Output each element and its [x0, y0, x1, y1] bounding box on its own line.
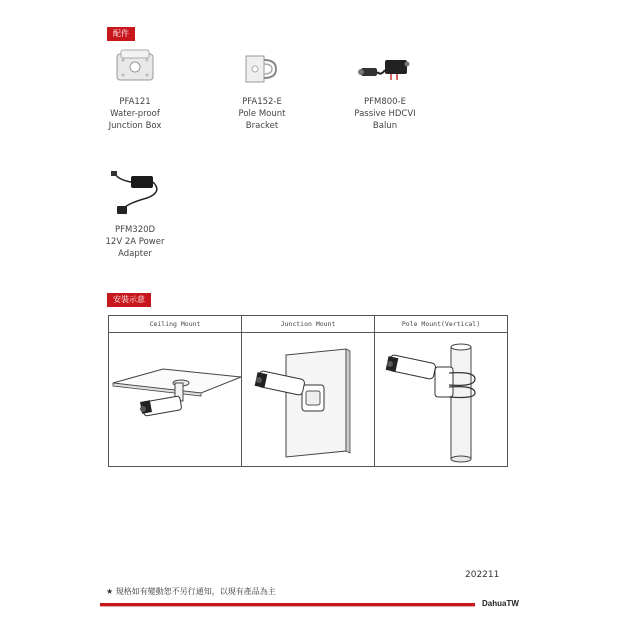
accessory-desc: Balun	[372, 121, 398, 131]
balun-icon	[355, 50, 415, 90]
install-column-header: Ceiling Mount	[109, 316, 241, 333]
accessory-desc: 12V 2A Power	[105, 237, 165, 247]
accessory-pfa121	[80, 44, 190, 132]
accessory-desc: Bracket	[245, 121, 279, 131]
pole-bracket-icon	[242, 50, 282, 90]
accessory-desc: Adapter	[118, 249, 152, 259]
accessory-desc: Water-proof	[110, 109, 160, 119]
footer-rule-shadow	[100, 606, 475, 607]
accessories-tag: 配件	[107, 27, 135, 41]
install-column-header: Junction Mount	[242, 316, 374, 333]
accessory-desc: Junction Box	[108, 121, 162, 131]
version-code: 202211	[465, 570, 500, 580]
pole-mount-icon	[375, 333, 508, 467]
junction-box-icon	[112, 44, 158, 90]
accessory-pfm800e	[330, 50, 440, 132]
brand-name: DahuaTW	[482, 599, 519, 608]
power-adapter-icon	[105, 168, 165, 218]
accessory-model: PFM800-E	[363, 97, 406, 107]
install-column-header: Pole Mount(Vertical)	[375, 316, 507, 333]
installation-table	[108, 315, 508, 467]
accessory-desc: Pole Mount	[238, 109, 286, 119]
installation-tag: 安裝示意	[107, 293, 151, 307]
accessory-model: PFA121	[119, 97, 151, 107]
install-cell-pole	[375, 316, 507, 466]
install-cell-ceiling	[109, 316, 242, 466]
accessory-model: PFA152-E	[242, 97, 282, 107]
ceiling-mount-icon	[109, 333, 242, 467]
install-cell-junction	[242, 316, 375, 466]
accessory-pfa152e	[207, 50, 317, 132]
accessory-model: PFM320D	[114, 225, 156, 235]
junction-mount-icon	[242, 333, 375, 467]
disclaimer-note: ★ 規格如有變動恕不另行通知，以現有產品為主	[106, 587, 276, 596]
accessory-desc: Passive HDCVI	[354, 109, 416, 119]
accessory-pfm320d	[80, 168, 190, 260]
